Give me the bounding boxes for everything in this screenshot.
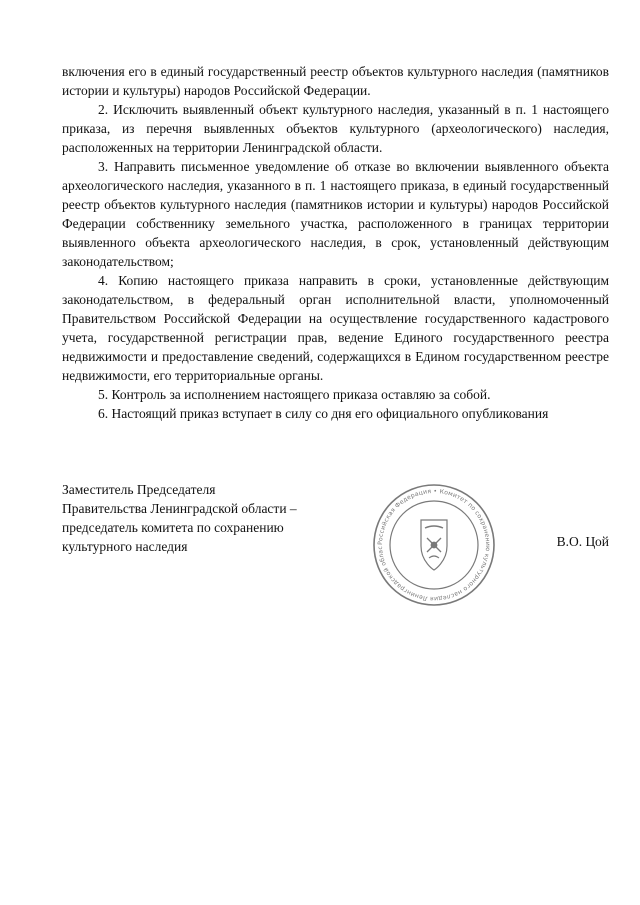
official-seal-icon <box>369 480 499 610</box>
paragraph-item-6: 6. Настоящий приказ вступает в силу со дня его официального опубликования <box>98 406 549 421</box>
document-body <box>62 62 609 423</box>
signatory-title-line-1: Заместитель Председателя <box>62 482 216 497</box>
signatory-title <box>62 480 342 556</box>
paragraph-continuation: включения его в единый государственный реестр объектов культурного наследия (памятников истории и культуры) народов Российской Федерации. <box>62 64 609 98</box>
signatory-title-line-2: Правительства Ленинградской области – <box>62 501 297 516</box>
paragraph-item-4: 4. Копию настоящего приказа направить в сроки, установленные действующим законодательством, в федеральный орган исполнительной власти, уполномоченный Правительством Российской Федерации на осуществление государственного кадастрового учета, государственной регистрации прав, ведение Единого государственного реестра недвижимости и предоставление сведений, содержащихся в Едином государственном реестре недвижимости, его территориальные органы. <box>62 273 609 383</box>
paragraph-item-3: 3. Направить письменное уведомление об отказе во включении выявленного объекта археологического наследия, указанного в п. 1 настоящего приказа, в единый государственный реестр объектов культурного наследия (памятников истории и культуры) народов Российской Федерации собственнику земельного участка, расположенного в границах территории выявленного объекта археологического наследия, в срок, установленный действующим законодательством; <box>62 159 609 269</box>
signatory-title-line-4: культурного наследия <box>62 539 188 554</box>
seal-emblem <box>421 520 447 570</box>
paragraph-item-5: 5. Контроль за исполнением настоящего приказа оставляю за собой. <box>98 387 491 402</box>
signatory-title-line-3: председатель комитета по сохранению <box>62 520 284 535</box>
seal-ring-text: Российская Федерация • Комитет по сохранению культурного наследия Ленинградской облас <box>376 487 492 603</box>
signatory-name: В.О. Цой <box>556 534 609 549</box>
paragraph-item-2: 2. Исключить выявленный объект культурного наследия, указанный в п. 1 настоящего приказа, из перечня выявленных объектов культурного (археологического) наследия, расположенных на территории Ленинградской области. <box>62 102 609 155</box>
signature-block <box>62 480 609 603</box>
